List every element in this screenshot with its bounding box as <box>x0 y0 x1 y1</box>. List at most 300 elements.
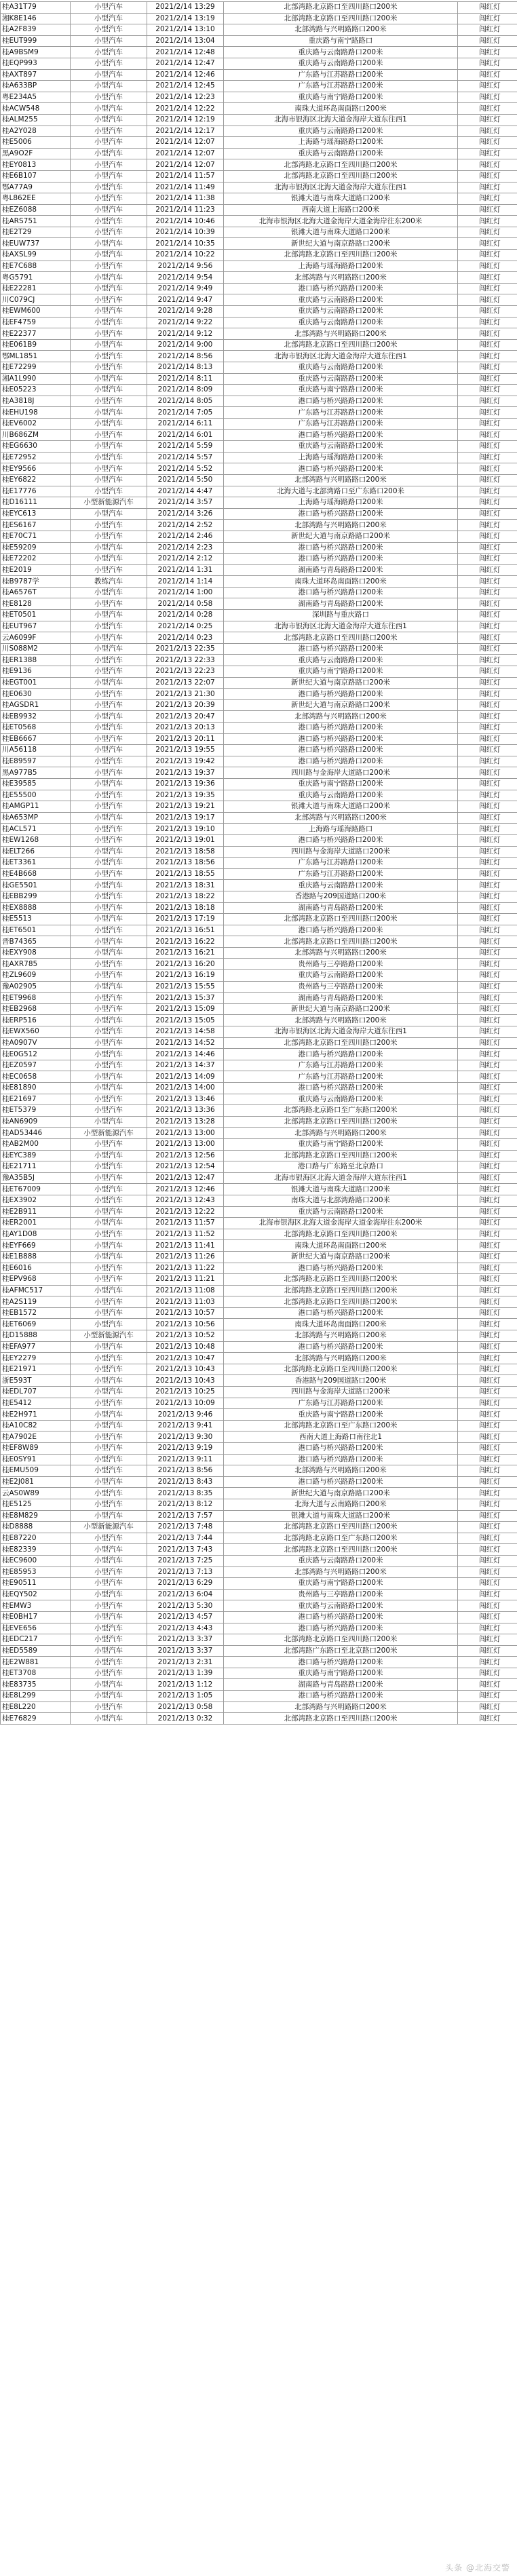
time-cell: 2021/2/13 17:19 <box>147 914 224 925</box>
location-cell: 湖南路与青岛路路口200米 <box>224 1679 458 1691</box>
table-row <box>1 1465 517 1477</box>
plate-cell: 桂EHU198 <box>1 407 71 419</box>
location-cell: 重庆路与云南路路口200米 <box>224 362 458 374</box>
plate-cell: 桂EVE656 <box>1 1623 71 1634</box>
vehicle-type-cell: 小型汽车 <box>71 1161 147 1173</box>
vehicle-type-cell: 小型汽车 <box>71 1476 147 1488</box>
violation-cell: 闯红灯 <box>458 1623 517 1634</box>
table-row <box>1 1420 517 1431</box>
plate-cell: 桂EB2968 <box>1 1003 71 1015</box>
violation-cell: 闯红灯 <box>458 283 517 294</box>
plate-cell: 桂E72299 <box>1 362 71 374</box>
table-row <box>1 362 517 374</box>
violation-cell: 闯红灯 <box>458 1083 517 1094</box>
location-cell: 北部湾路北京路口至四川路口200米 <box>224 159 458 171</box>
table-row <box>1 58 517 69</box>
location-cell: 香港路与209国道路口200米 <box>224 1375 458 1387</box>
table-row <box>1 103 517 115</box>
location-cell: 港口路与桥兴路路口200米 <box>224 1476 458 1488</box>
violation-cell: 闯红灯 <box>458 1555 517 1566</box>
plate-cell: 桂E0SY91 <box>1 1454 71 1465</box>
time-cell: 2021/2/14 12:22 <box>147 103 224 115</box>
time-cell: 2021/2/13 10:09 <box>147 1398 224 1409</box>
vehicle-type-cell: 小型汽车 <box>71 1645 147 1657</box>
violation-cell: 闯红灯 <box>458 1454 517 1465</box>
table-row <box>1 126 517 137</box>
violation-cell: 闯红灯 <box>458 497 517 509</box>
table-row <box>1 1138 517 1150</box>
location-cell: 上海路与瑶海路路口200米 <box>224 452 458 463</box>
location-cell: 北海市银海区北海大道金海岸大道东往西1 <box>224 351 458 362</box>
violation-cell: 闯红灯 <box>458 1364 517 1375</box>
violation-cell: 闯红灯 <box>458 508 517 520</box>
time-cell: 2021/2/13 13:00 <box>147 1138 224 1150</box>
time-cell: 2021/2/14 5:50 <box>147 474 224 486</box>
table-row <box>1 1409 517 1421</box>
plate-cell: 桂EB1572 <box>1 1307 71 1319</box>
vehicle-type-cell: 小型汽车 <box>71 587 147 598</box>
location-cell: 重庆路与南宁路路口200米 <box>224 1138 458 1150</box>
violation-cell: 闯红灯 <box>458 1218 517 1229</box>
violation-cell: 闯红灯 <box>458 1003 517 1015</box>
table-row <box>1 621 517 632</box>
plate-cell: 桂EYC389 <box>1 1150 71 1161</box>
table-row <box>1 216 517 227</box>
table-row <box>1 1319 517 1330</box>
violation-cell: 闯红灯 <box>458 1488 517 1499</box>
plate-cell: 桂ER2001 <box>1 1218 71 1229</box>
location-cell: 港口路与桥兴路路口200米 <box>224 834 458 846</box>
time-cell: 2021/2/13 22:35 <box>147 643 224 655</box>
vehicle-type-cell: 小型汽车 <box>71 1465 147 1477</box>
plate-cell: 桂ET0501 <box>1 610 71 621</box>
vehicle-type-cell: 小型汽车 <box>71 824 147 835</box>
table-row <box>1 182 517 193</box>
time-cell: 2021/2/14 13:04 <box>147 35 224 47</box>
violation-cell: 闯红灯 <box>458 834 517 846</box>
vehicle-type-cell: 小型汽车 <box>71 1510 147 1522</box>
time-cell: 2021/2/14 0:23 <box>147 632 224 644</box>
vehicle-type-cell: 小型汽车 <box>71 733 147 745</box>
vehicle-type-cell: 小型汽车 <box>71 463 147 475</box>
location-cell: 重庆路与云南路路口200米 <box>224 1094 458 1105</box>
time-cell: 2021/2/14 11:49 <box>147 182 224 193</box>
table-row <box>1 170 517 182</box>
vehicle-type-cell: 小型汽车 <box>71 1353 147 1364</box>
time-cell: 2021/2/13 11:08 <box>147 1285 224 1296</box>
violation-cell: 闯红灯 <box>458 824 517 835</box>
location-cell: 港口路与桥兴路路口200米 <box>224 1611 458 1623</box>
plate-cell: 桂E55500 <box>1 790 71 801</box>
time-cell: 2021/2/13 22:23 <box>147 666 224 678</box>
table-row <box>1 824 517 835</box>
plate-cell: 桂E2H971 <box>1 1409 71 1421</box>
plate-cell: 桂EGT001 <box>1 677 71 689</box>
vehicle-type-cell: 小型新能源汽车 <box>71 1128 147 1139</box>
violation-cell: 闯红灯 <box>458 227 517 238</box>
location-cell: 北部湾路北京路口至四川路口200米 <box>224 1713 458 1725</box>
table-row <box>1 1116 517 1128</box>
plate-cell: 桂EY0813 <box>1 159 71 171</box>
location-cell: 北部湾路与兴明路路口200米 <box>224 711 458 723</box>
vehicle-type-cell: 小型汽车 <box>71 486 147 497</box>
vehicle-type-cell: 小型汽车 <box>71 272 147 284</box>
location-cell: 港口路与桥兴路路口200米 <box>224 1341 458 1353</box>
vehicle-type-cell: 小型汽车 <box>71 1003 147 1015</box>
plate-cell: 粤E234A5 <box>1 92 71 103</box>
time-cell: 2021/2/13 0:58 <box>147 1702 224 1713</box>
vehicle-type-cell: 小型汽车 <box>71 328 147 340</box>
plate-cell: 桂A6576T <box>1 587 71 598</box>
plate-cell: 桂E061B9 <box>1 339 71 351</box>
location-cell: 北部湾路北京路口至四川路口200米 <box>224 1364 458 1375</box>
plate-cell: 黑A9O2F <box>1 148 71 159</box>
time-cell: 2021/2/14 10:22 <box>147 250 224 261</box>
plate-cell: 桂E8M829 <box>1 1510 71 1522</box>
plate-cell: 桂EF4759 <box>1 317 71 328</box>
plate-cell: 桂E0BH17 <box>1 1611 71 1623</box>
time-cell: 2021/2/14 8:56 <box>147 351 224 362</box>
table-row <box>1 1330 517 1342</box>
vehicle-type-cell: 小型汽车 <box>71 610 147 621</box>
table-row <box>1 1544 517 1556</box>
location-cell: 北部湾路北京路口至四川路口200米 <box>224 339 458 351</box>
violation-cell: 闯红灯 <box>458 1544 517 1556</box>
location-cell: 北部湾路北京路口至四川路口200米 <box>224 1150 458 1161</box>
violation-cell: 闯红灯 <box>458 632 517 644</box>
violation-cell: 闯红灯 <box>458 914 517 925</box>
table-row <box>1 407 517 419</box>
plate-cell: 桂E6016 <box>1 1263 71 1274</box>
plate-cell: 桂E5006 <box>1 137 71 149</box>
plate-cell: 桂ET9968 <box>1 993 71 1004</box>
location-cell: 北部湾路与兴明路路口200米 <box>224 328 458 340</box>
vehicle-type-cell: 小型汽车 <box>71 250 147 261</box>
vehicle-type-cell: 小型汽车 <box>71 1285 147 1296</box>
vehicle-type-cell: 小型汽车 <box>71 1375 147 1387</box>
table-row <box>1 891 517 902</box>
vehicle-type-cell: 小型汽车 <box>71 1026 147 1038</box>
time-cell: 2021/2/13 18:56 <box>147 858 224 869</box>
plate-cell: 桂EB6667 <box>1 733 71 745</box>
plate-cell: 桂EYC613 <box>1 508 71 520</box>
location-cell: 南珠大道与北部湾路路口200米 <box>224 1195 458 1206</box>
violation-cell: 闯红灯 <box>458 790 517 801</box>
vehicle-type-cell: 小型汽车 <box>71 880 147 891</box>
vehicle-type-cell: 小型汽车 <box>71 1116 147 1128</box>
time-cell: 2021/2/13 16:21 <box>147 947 224 959</box>
plate-cell: 桂ET5379 <box>1 1105 71 1117</box>
table-row <box>1 1026 517 1038</box>
table-row <box>1 1206 517 1218</box>
plate-cell: 桂ES6167 <box>1 520 71 531</box>
plate-cell: 桂EQP993 <box>1 58 71 69</box>
violation-cell: 闯红灯 <box>458 689 517 700</box>
table-row <box>1 317 517 328</box>
time-cell: 2021/2/13 11:21 <box>147 1274 224 1286</box>
location-cell: 银滩大道与南珠大道路口200米 <box>224 227 458 238</box>
violation-cell: 闯红灯 <box>458 812 517 824</box>
violation-cell: 闯红灯 <box>458 1499 517 1510</box>
violation-cell: 闯红灯 <box>458 1071 517 1083</box>
table-row <box>1 598 517 610</box>
vehicle-type-cell: 小型汽车 <box>71 1657 147 1668</box>
table-row <box>1 508 517 520</box>
violation-cell: 闯红灯 <box>458 925 517 936</box>
table-row <box>1 1510 517 1522</box>
table-row <box>1 756 517 767</box>
time-cell: 2021/2/13 12:43 <box>147 1195 224 1206</box>
time-cell: 2021/2/13 19:10 <box>147 824 224 835</box>
violation-cell: 闯红灯 <box>458 1341 517 1353</box>
violation-cell: 闯红灯 <box>458 1522 517 1533</box>
table-row <box>1 947 517 959</box>
location-cell: 贵州路与三亭路路口200米 <box>224 981 458 993</box>
time-cell: 2021/2/14 13:10 <box>147 24 224 36</box>
vehicle-type-cell: 小型汽车 <box>71 339 147 351</box>
location-cell: 北部湾路北京路口至四川路口200米 <box>224 170 458 182</box>
location-cell: 港口路与桥兴路路口200米 <box>224 745 458 756</box>
location-cell: 上海路与瑶海路路口200米 <box>224 497 458 509</box>
violation-cell: 闯红灯 <box>458 373 517 385</box>
time-cell: 2021/2/14 12:46 <box>147 69 224 81</box>
plate-cell: 桂EPV968 <box>1 1274 71 1286</box>
plate-cell: 桂A10C82 <box>1 1420 71 1431</box>
table-row <box>1 1488 517 1499</box>
plate-cell: 桂E70C71 <box>1 531 71 542</box>
location-cell: 南珠大道环岛南面路口200米 <box>224 1240 458 1252</box>
violation-cell: 闯红灯 <box>458 1195 517 1206</box>
location-cell: 港口路与桥兴路路口200米 <box>224 283 458 294</box>
time-cell: 2021/2/14 12:07 <box>147 159 224 171</box>
location-cell: 港口路与桥兴路路口200米 <box>224 1691 458 1702</box>
plate-cell: 桂ALM255 <box>1 114 71 126</box>
violation-cell: 闯红灯 <box>458 1161 517 1173</box>
time-cell: 2021/2/14 9:49 <box>147 283 224 294</box>
vehicle-type-cell: 小型汽车 <box>71 1307 147 1319</box>
location-cell: 重庆路与南宁路路口200米 <box>224 666 458 678</box>
table-row <box>1 699 517 711</box>
location-cell: 港口路与桥兴路路口200米 <box>224 1263 458 1274</box>
violation-cell: 闯红灯 <box>458 351 517 362</box>
time-cell: 2021/2/13 12:22 <box>147 1206 224 1218</box>
table-row <box>1 159 517 171</box>
vehicle-type-cell: 小型汽车 <box>71 148 147 159</box>
time-cell: 2021/2/14 9:00 <box>147 339 224 351</box>
plate-cell: 桂ELT266 <box>1 846 71 858</box>
violation-cell: 闯红灯 <box>458 891 517 902</box>
table-row <box>1 1229 517 1240</box>
plate-cell: 云A6099F <box>1 632 71 644</box>
time-cell: 2021/2/14 5:52 <box>147 463 224 475</box>
time-cell: 2021/2/14 12:07 <box>147 137 224 149</box>
violation-cell: 闯红灯 <box>458 1476 517 1488</box>
vehicle-type-cell: 小型汽车 <box>71 227 147 238</box>
time-cell: 2021/2/13 0:32 <box>147 1713 224 1725</box>
vehicle-type-cell: 小型汽车 <box>71 1443 147 1455</box>
table-row <box>1 1083 517 1094</box>
time-cell: 2021/2/13 7:13 <box>147 1566 224 1578</box>
table-row <box>1 1341 517 1353</box>
time-cell: 2021/2/13 18:22 <box>147 891 224 902</box>
violation-cell: 闯红灯 <box>458 1094 517 1105</box>
time-cell: 2021/2/13 11:41 <box>147 1240 224 1252</box>
time-cell: 2021/2/14 5:59 <box>147 441 224 453</box>
time-cell: 2021/2/13 7:43 <box>147 1544 224 1556</box>
table-row <box>1 1398 517 1409</box>
table-row <box>1 1578 517 1590</box>
violation-cell: 闯红灯 <box>458 474 517 486</box>
location-cell: 港口路与桥兴路路口200米 <box>224 1307 458 1319</box>
location-cell: 港口路与桥兴路路口200米 <box>224 429 458 441</box>
plate-cell: 桂E39585 <box>1 778 71 790</box>
table-row <box>1 306 517 318</box>
time-cell: 2021/2/13 6:29 <box>147 1578 224 1590</box>
violation-cell: 闯红灯 <box>458 407 517 419</box>
table-row <box>1 981 517 993</box>
time-cell: 2021/2/13 9:30 <box>147 1431 224 1443</box>
plate-cell: 桂EMW3 <box>1 1600 71 1612</box>
vehicle-type-cell: 小型汽车 <box>71 1071 147 1083</box>
vehicle-type-cell: 小型汽车 <box>71 756 147 767</box>
plate-cell: 桂ACL571 <box>1 824 71 835</box>
plate-cell: 桂ET3361 <box>1 858 71 869</box>
plate-cell: 粤G5791 <box>1 272 71 284</box>
table-row <box>1 677 517 689</box>
table-row <box>1 272 517 284</box>
location-cell: 北部湾路北京路口至广东路口200米 <box>224 1420 458 1431</box>
time-cell: 2021/2/13 9:11 <box>147 1454 224 1465</box>
violation-cell: 闯红灯 <box>458 745 517 756</box>
time-cell: 2021/2/13 14:58 <box>147 1026 224 1038</box>
plate-cell: 桂AMGP11 <box>1 801 71 813</box>
vehicle-type-cell: 小型汽车 <box>71 689 147 700</box>
vehicle-type-cell: 小型汽车 <box>71 283 147 294</box>
vehicle-type-cell: 小型汽车 <box>71 970 147 982</box>
table-row <box>1 1566 517 1578</box>
table-row <box>1 1476 517 1488</box>
vehicle-type-cell: 小型汽车 <box>71 306 147 318</box>
violation-table-body <box>1 2 517 1725</box>
time-cell: 2021/2/14 13:19 <box>147 13 224 24</box>
plate-cell: 桂A31T79 <box>1 2 71 14</box>
table-row <box>1 204 517 216</box>
vehicle-type-cell: 小型汽车 <box>71 58 147 69</box>
vehicle-type-cell: 小型汽车 <box>71 429 147 441</box>
table-row <box>1 1251 517 1263</box>
vehicle-type-cell: 小型汽车 <box>71 1555 147 1566</box>
time-cell: 2021/2/14 8:05 <box>147 396 224 407</box>
location-cell: 四川路与金海岸大道路口200米 <box>224 846 458 858</box>
location-cell: 北海市银海区北海大道金海岸大道金海岸往东200米 <box>224 216 458 227</box>
vehicle-type-cell: 小型汽车 <box>71 1611 147 1623</box>
plate-cell: 桂ET6501 <box>1 925 71 936</box>
location-cell: 港口路与桥兴路路口200米 <box>224 1623 458 1634</box>
violation-cell: 闯红灯 <box>458 520 517 531</box>
violation-cell: 闯红灯 <box>458 1691 517 1702</box>
violation-cell: 闯红灯 <box>458 1443 517 1455</box>
table-row <box>1 1364 517 1375</box>
plate-cell: 桂E83735 <box>1 1679 71 1691</box>
violation-cell: 闯红灯 <box>458 137 517 149</box>
time-cell: 2021/2/13 22:33 <box>147 655 224 666</box>
vehicle-type-cell: 小型汽车 <box>71 632 147 644</box>
vehicle-type-cell: 小型汽车 <box>71 801 147 813</box>
plate-cell: 晋B74365 <box>1 936 71 948</box>
violation-cell: 闯红灯 <box>458 170 517 182</box>
table-row <box>1 1003 517 1015</box>
table-row <box>1 858 517 869</box>
plate-cell: 桂EUT967 <box>1 621 71 632</box>
location-cell: 北部湾路北京路口至广东路口200米 <box>224 1533 458 1544</box>
violation-cell: 闯红灯 <box>458 452 517 463</box>
table-row <box>1 531 517 542</box>
table-row <box>1 1589 517 1600</box>
table-row <box>1 1037 517 1049</box>
vehicle-type-cell: 小型汽车 <box>71 834 147 846</box>
table-row <box>1 868 517 880</box>
time-cell: 2021/2/13 8:43 <box>147 1476 224 1488</box>
table-row <box>1 238 517 250</box>
plate-cell: 桂EB9932 <box>1 711 71 723</box>
violation-cell: 闯红灯 <box>458 1465 517 1477</box>
violation-cell: 闯红灯 <box>458 677 517 689</box>
table-row <box>1 666 517 678</box>
vehicle-type-cell: 小型汽车 <box>71 1229 147 1240</box>
plate-cell: 桂EY6822 <box>1 474 71 486</box>
plate-cell: 桂E0630 <box>1 689 71 700</box>
vehicle-type-cell: 小型汽车 <box>71 1094 147 1105</box>
plate-cell: 桂ZL9609 <box>1 970 71 982</box>
table-row <box>1 1184 517 1195</box>
table-row <box>1 1454 517 1465</box>
time-cell: 2021/2/14 12:48 <box>147 47 224 58</box>
plate-cell: 桂EX3902 <box>1 1195 71 1206</box>
location-cell: 广东路与江苏路路口200米 <box>224 1071 458 1083</box>
vehicle-type-cell: 小型汽车 <box>71 778 147 790</box>
violation-cell: 闯红灯 <box>458 970 517 982</box>
violation-cell: 闯红灯 <box>458 13 517 24</box>
table-row <box>1 767 517 779</box>
table-row <box>1 227 517 238</box>
violation-cell: 闯红灯 <box>458 554 517 565</box>
plate-cell: 桂AN6909 <box>1 1116 71 1128</box>
time-cell: 2021/2/14 9:28 <box>147 306 224 318</box>
plate-cell: 桂AFMC517 <box>1 1285 71 1296</box>
time-cell: 2021/2/13 12:46 <box>147 1184 224 1195</box>
violation-cell: 闯红灯 <box>458 959 517 970</box>
plate-cell: 桂D16111 <box>1 497 71 509</box>
location-cell: 港口路与桥兴路路口200米 <box>224 463 458 475</box>
table-row <box>1 1645 517 1657</box>
table-row <box>1 396 517 407</box>
time-cell: 2021/2/13 1:12 <box>147 1679 224 1691</box>
table-row <box>1 1263 517 1274</box>
time-cell: 2021/2/13 20:11 <box>147 733 224 745</box>
violation-cell: 闯红灯 <box>458 723 517 734</box>
violation-cell: 闯红灯 <box>458 801 517 813</box>
plate-cell: 湘A1L990 <box>1 373 71 385</box>
violation-cell: 闯红灯 <box>458 1409 517 1421</box>
location-cell: 贵州路与三亭路路口200米 <box>224 959 458 970</box>
violation-cell: 闯红灯 <box>458 587 517 598</box>
violation-cell: 闯红灯 <box>458 1679 517 1691</box>
location-cell: 北部湾路与兴明路路口200米 <box>224 272 458 284</box>
vehicle-type-cell: 小型汽车 <box>71 1454 147 1465</box>
vehicle-type-cell: 小型汽车 <box>71 531 147 542</box>
plate-cell: 桂E22377 <box>1 328 71 340</box>
location-cell: 北部湾路北京路口至广东路口200米 <box>224 1105 458 1117</box>
